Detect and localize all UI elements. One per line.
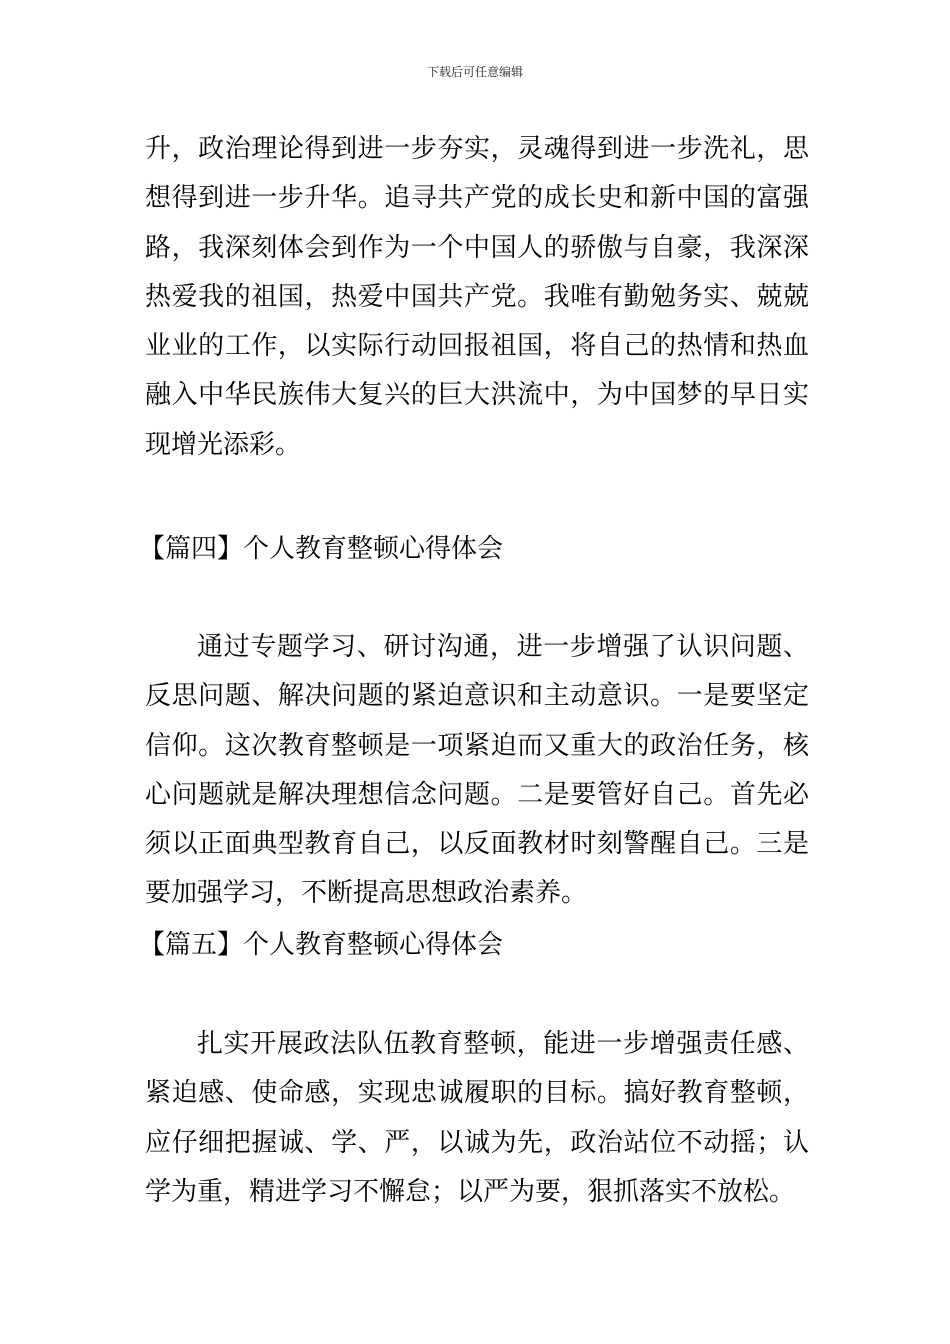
page-header-note: 下载后可任意编辑: [426, 65, 523, 79]
part5-heading: 【篇五】个人教育整顿心得体会: [139, 930, 504, 960]
part5-text-block: [145, 1020, 809, 1217]
intro-text-block: [145, 125, 809, 470]
part4-text-block: [145, 623, 809, 919]
part4-heading: 【篇四】个人教育整顿心得体会: [139, 534, 504, 564]
part5-paragraph: 扎实开展政法队伍教育整顿，能进一步增强责任感、紧迫感、使命感，实现忠诚履职的目标。搞好教育整顿，应仔细把握诚、学、严，以诚为先，政治站位不动摇；认学为重，精进学习不懈怠；以严为要，狠抓落实不放松。: [145, 1029, 809, 1207]
part4-paragraph: 通过专题学习、研讨沟通，进一步增强了认识问题、反思问题、解决问题的紧迫意识和主动意识。一是要坚定信仰。这次教育整顿是一项紧迫而又重大的政治任务，核心问题就是解决理想信念问题。二是要管好自己。首先必须以正面典型教育自己，以反面教材时刻警醒自己。三是要加强学习，不断提高思想政治素养。: [145, 632, 809, 909]
intro-paragraph: 升，政治理论得到进一步夯实，灵魂得到进一步洗礼，思想得到进一步升华。追寻共产党的成长史和新中国的富强路，我深刻体会到作为一个中国人的骄傲与自豪，我深深热爱我的祖国，热爱中国共产党。我唯有勤勉务实、兢兢业业的工作，以实际行动回报祖国，将自己的热情和热血融入中华民族伟大复兴的巨大洪流中，为中国梦的早日实现增光添彩。: [145, 134, 809, 460]
